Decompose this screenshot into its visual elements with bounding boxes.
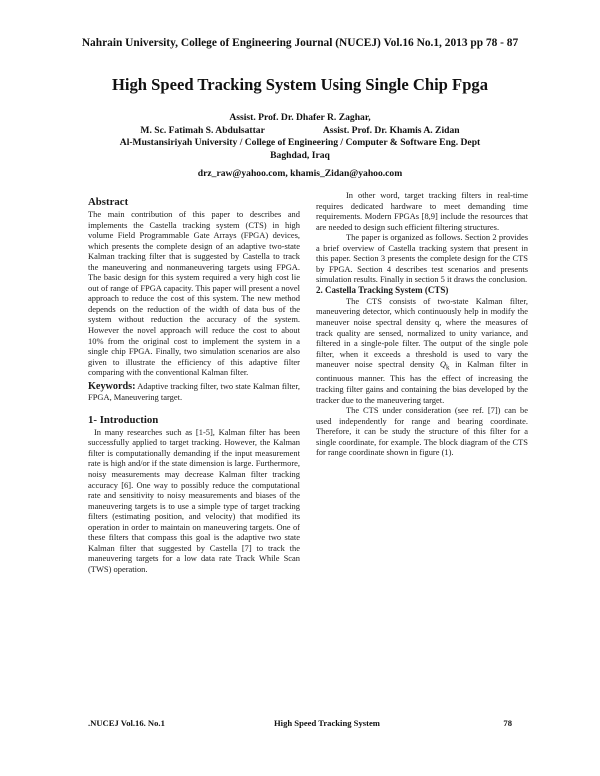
- page-number: 78: [503, 718, 512, 728]
- paragraph-cts-structure: The CTS under consideration (see ref. [7]) can be used independently for range and bearing coordinate. Therefore, it can be study the structure of this filter for a single coordinate, for example. The block diagram of the CTS for range coordinate shown in figure (1).: [316, 405, 528, 458]
- keywords-text: Adaptive tracking filter, two state Kalman filter, FPGA, Maneuvering target.: [88, 380, 300, 403]
- introduction-heading: 1- Introduction: [88, 413, 159, 426]
- footer-journal: .NUCEJ Vol.16. No.1: [88, 718, 165, 728]
- footer-running-title: High Speed Tracking System: [274, 718, 380, 728]
- paragraph-organization: The paper is organized as follows. Section 2 provides a brief overview of Castella tracking system that present in this paper. Section 3 presents the complete design for the CTS by FPGA. Section 4 describes test scenarios and presents simulation results. Finally in section 5 it draws the conclusion.: [316, 232, 528, 285]
- author-line-2: [0, 125, 600, 138]
- affiliation: Al-Mustansiriyah University / College of Engineering / Computer & Software Eng. Dept: [119, 137, 481, 149]
- keywords: [88, 381, 300, 403]
- abstract-body: The main contribution of this paper to describes and implements the Castella tracking system (CTS) in high volume Field Programmable Gate Arrays (FPGA) devices, which presents the complete design of an adaptive two-state Kalman tracking filter that is suggested by Castella to track the maneuvering and nonmaneuvering targets using FPGA. The basic design for this system required a very high cost lie out of range of FPGA capacity. This paper will present a novel approach to reduce the cost of this system. The new method depends on the reduction of the width of data bus of the system without reduction the accuracy of the system. However the novel approach will reduce the cost to about 10% from the original cost to implement the system in a single chip FPGA. Finally, two simulation scenarios are also given to illustrate the efficiency of this adaptive filter comparing with the conventional Kalman filter.: [88, 209, 300, 378]
- author-line-1: Assist. Prof. Dr. Dhafer R. Zaghar,: [229, 112, 371, 123]
- author-name-khamis: Assist. Prof. Dr. Khamis A. Zidan: [322, 124, 460, 136]
- author-emails: drz_raw@yahoo.com, khamis_Zidan@yahoo.com: [197, 168, 403, 180]
- section-2-heading: 2. Castella Tracking System (CTS): [316, 284, 449, 295]
- paragraph-cts-description: The CTS consists of two-state Kalman filter, maneuvering detector, which continuously help in modify the maneuver noise spectral density q, where the measures of track quality are sensed, normalized to unity variance, and filtered in a single-pole filter. The output of the single pole filter, when it exceeds a threshold is used to vary the maneuver noise spectral density $Q_k$ in Kalman filter in continuous manner. This has the effect of increasing the tracking filter gains and containing the bias developed by the tracker due to the maneuvering target.: [316, 295, 528, 405]
- author-block: [0, 112, 600, 181]
- paragraph-realtime: In other word, target tracking filters in real-time requires dedicated hardware to meet demanding time requirements. Modern FPGAs [8,9] include the resources that are needed to design such efficient filtering structures.: [316, 190, 528, 232]
- paper-title: High Speed Tracking System Using Single Chip Fpga: [111, 75, 489, 94]
- right-column: [316, 190, 528, 458]
- symbol-q: Q: [439, 359, 447, 370]
- journal-header: Nahrain University, College of Engineering Journal (NUCEJ) Vol.16 No.1, 2013 pp 78 - 87: [81, 37, 519, 49]
- abstract-heading: Abstract: [88, 196, 129, 208]
- author-name-fatimah: M. Sc. Fatimah S. Abdulsattar: [140, 124, 265, 136]
- keywords-label: Keywords:: [88, 380, 136, 392]
- introduction-body: In many researches such as [1-5], Kalman filter has been successfully applied to target tracking. However, the Kalman filter is computationally demanding if the input measurement rate is high and/or if the state dimension is large. Furthermore, noisy measurements may decrease Kalman filter tracking accuracy [6]. One way to possibly reduce the computational rate and sensitivity to noisy measurements and biases of the maneuvering targets is to use a simple type of target tracking filters (estimating position, and velocity) that modified its operation in order to maintain on maneuvering targets. One of these filters that compass this goal is the adaptive two state Kalman filter that suggested by Castella [7] to track the maneuvering targets for a low data rate Track While Scan (TWS) operation.: [88, 426, 300, 574]
- location: Baghdad, Iraq: [270, 149, 330, 161]
- symbol-q-subscript: k: [446, 363, 450, 372]
- left-column: [88, 196, 300, 575]
